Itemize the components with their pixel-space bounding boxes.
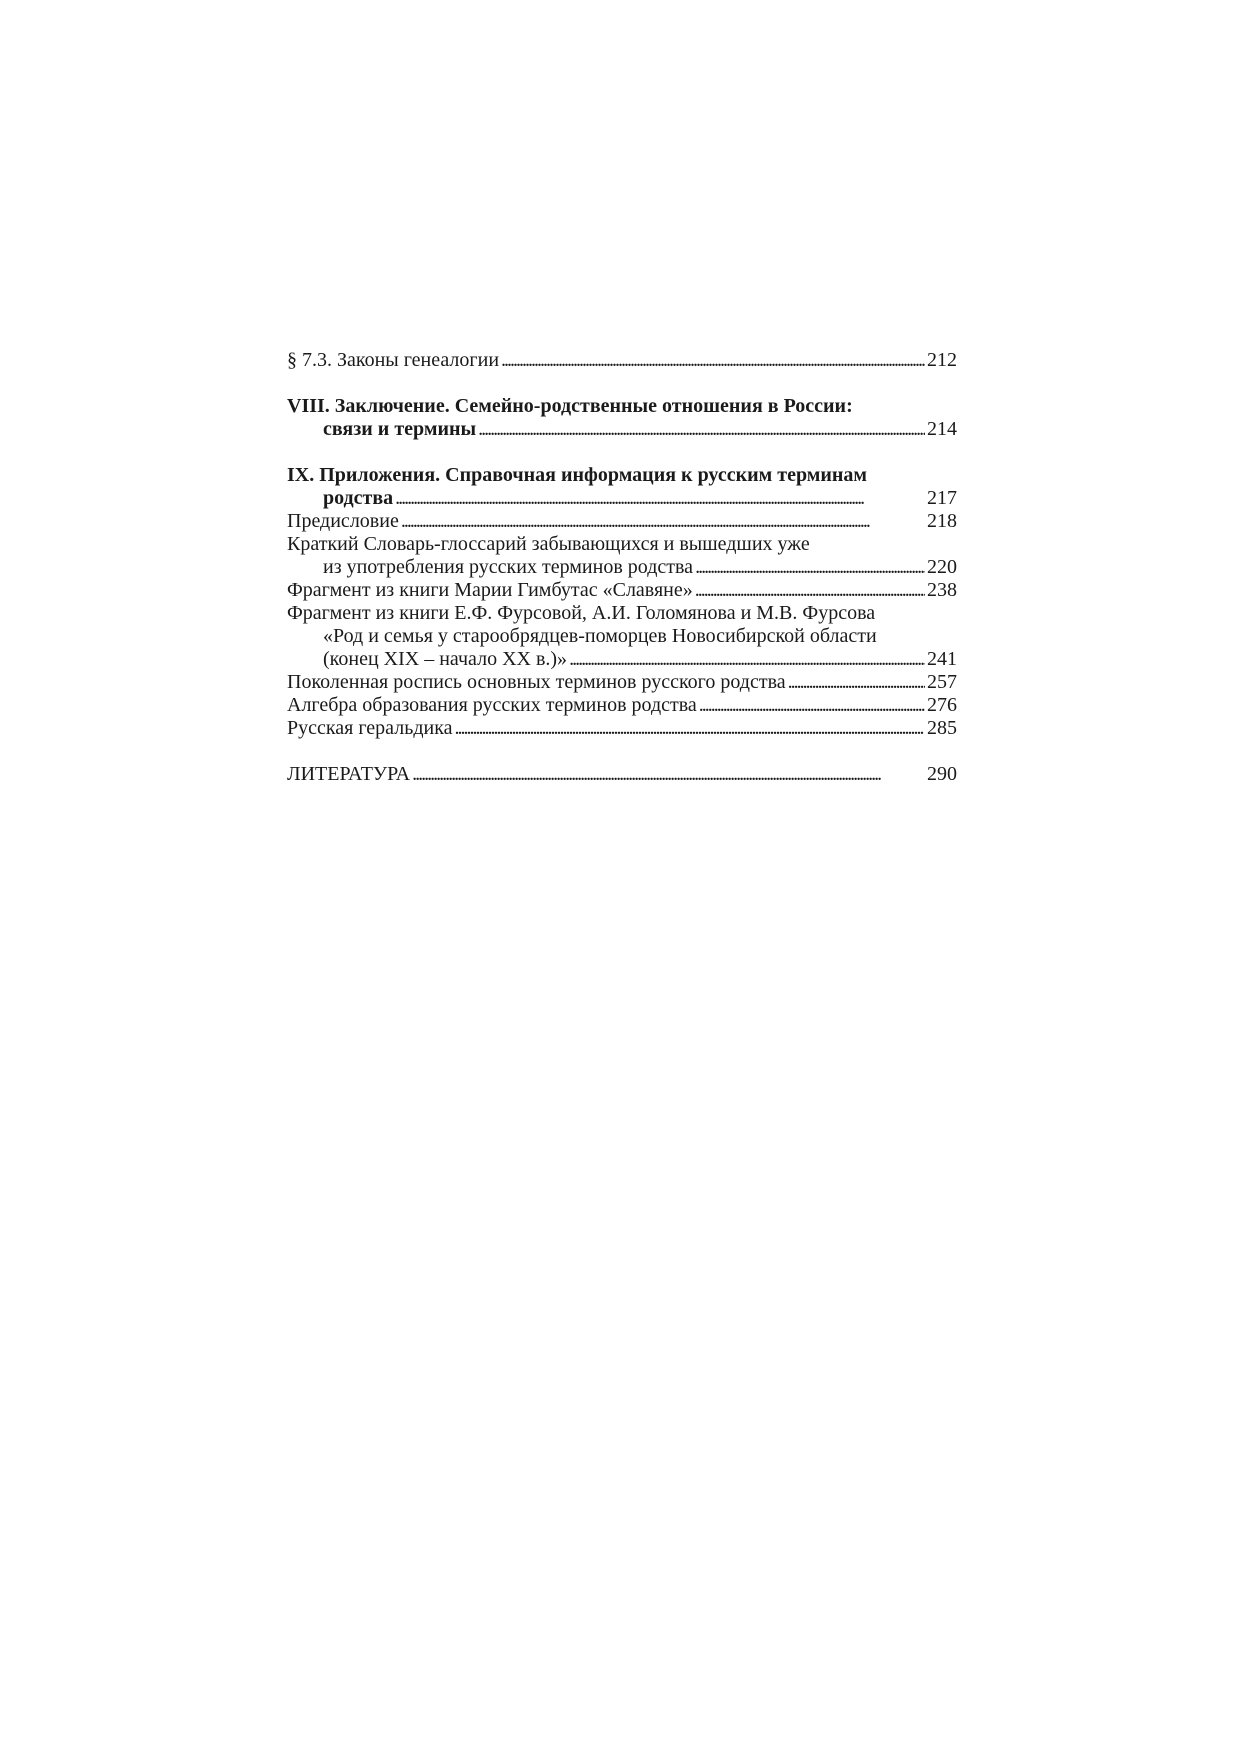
toc-page-number: 220 — [927, 556, 957, 578]
toc-title: Алгебра образования русских терминов родства — [287, 694, 697, 716]
chapter-8-heading[interactable]: VIII. Заключение. Семейно-родственные отношения в России: — [287, 395, 853, 417]
leader-dots — [455, 717, 925, 740]
toc-title: родства — [323, 487, 394, 509]
toc-title: Фрагмент из книги Марии Гимбутас «Славяне» — [287, 579, 693, 601]
toc-page-number: 238 — [927, 579, 957, 601]
leader-dots — [695, 556, 925, 579]
toc-page-number: 217 — [927, 487, 957, 509]
leader-dots — [695, 579, 925, 602]
toc-page-number: 276 — [927, 694, 957, 716]
leader-dots — [478, 418, 925, 441]
toc-entry-fursova-line2[interactable]: «Род и семья у старообрядцев-поморцев Новосибирской области — [323, 625, 877, 647]
toc-title: связи и термины — [323, 418, 477, 440]
toc-entry-literature[interactable] — [287, 763, 957, 786]
toc-page-number: 257 — [927, 671, 957, 693]
leader-dots — [699, 694, 925, 717]
toc-entry-glossary[interactable] — [287, 556, 957, 579]
leader-dots — [412, 763, 925, 786]
leader-dots — [788, 671, 925, 694]
toc-entry-algebra[interactable] — [287, 694, 957, 717]
toc-title: (конец XIX – начало XX в.)» — [323, 648, 568, 670]
toc-entry-glossary-line1[interactable]: Краткий Словарь-глоссарий забывающихся и вышедших уже — [287, 533, 810, 555]
leader-dots — [501, 349, 925, 372]
toc-title: ЛИТЕРАТУРА — [287, 763, 411, 785]
toc-entry-chapter-8[interactable] — [287, 418, 957, 441]
table-of-contents — [287, 349, 957, 786]
toc-entry-generations[interactable] — [287, 671, 957, 694]
toc-page-number: 212 — [927, 349, 957, 371]
toc-entry-heraldry[interactable] — [287, 717, 957, 740]
toc-entry-7-3[interactable] — [287, 349, 957, 372]
toc-page-number: 218 — [927, 510, 957, 532]
toc-entry-preface[interactable] — [287, 510, 957, 533]
toc-title: Русская геральдика — [287, 717, 453, 739]
toc-title: § 7.3. Законы генеалогии — [287, 349, 500, 371]
toc-title: из употребления русских терминов родства — [323, 556, 694, 578]
leader-dots — [395, 487, 925, 510]
toc-title: Поколенная роспись основных терминов русского родства — [287, 671, 786, 693]
toc-entry-chapter-9[interactable] — [287, 487, 957, 510]
chapter-9-heading[interactable]: IX. Приложения. Справочная информация к русским терминам — [287, 464, 868, 486]
toc-entry-fursova[interactable] — [287, 648, 957, 671]
toc-title: Предисловие — [287, 510, 399, 532]
leader-dots — [569, 648, 925, 671]
toc-page-number: 241 — [927, 648, 957, 670]
toc-page-number: 290 — [927, 763, 957, 785]
leader-dots — [401, 510, 925, 533]
toc-page-number: 214 — [927, 418, 957, 440]
toc-entry-gimbutas[interactable] — [287, 579, 957, 602]
toc-page-number: 285 — [927, 717, 957, 739]
toc-entry-fursova-line1[interactable]: Фрагмент из книги Е.Ф. Фурсовой, А.И. Голомянова и М.В. Фурсова — [287, 602, 876, 624]
